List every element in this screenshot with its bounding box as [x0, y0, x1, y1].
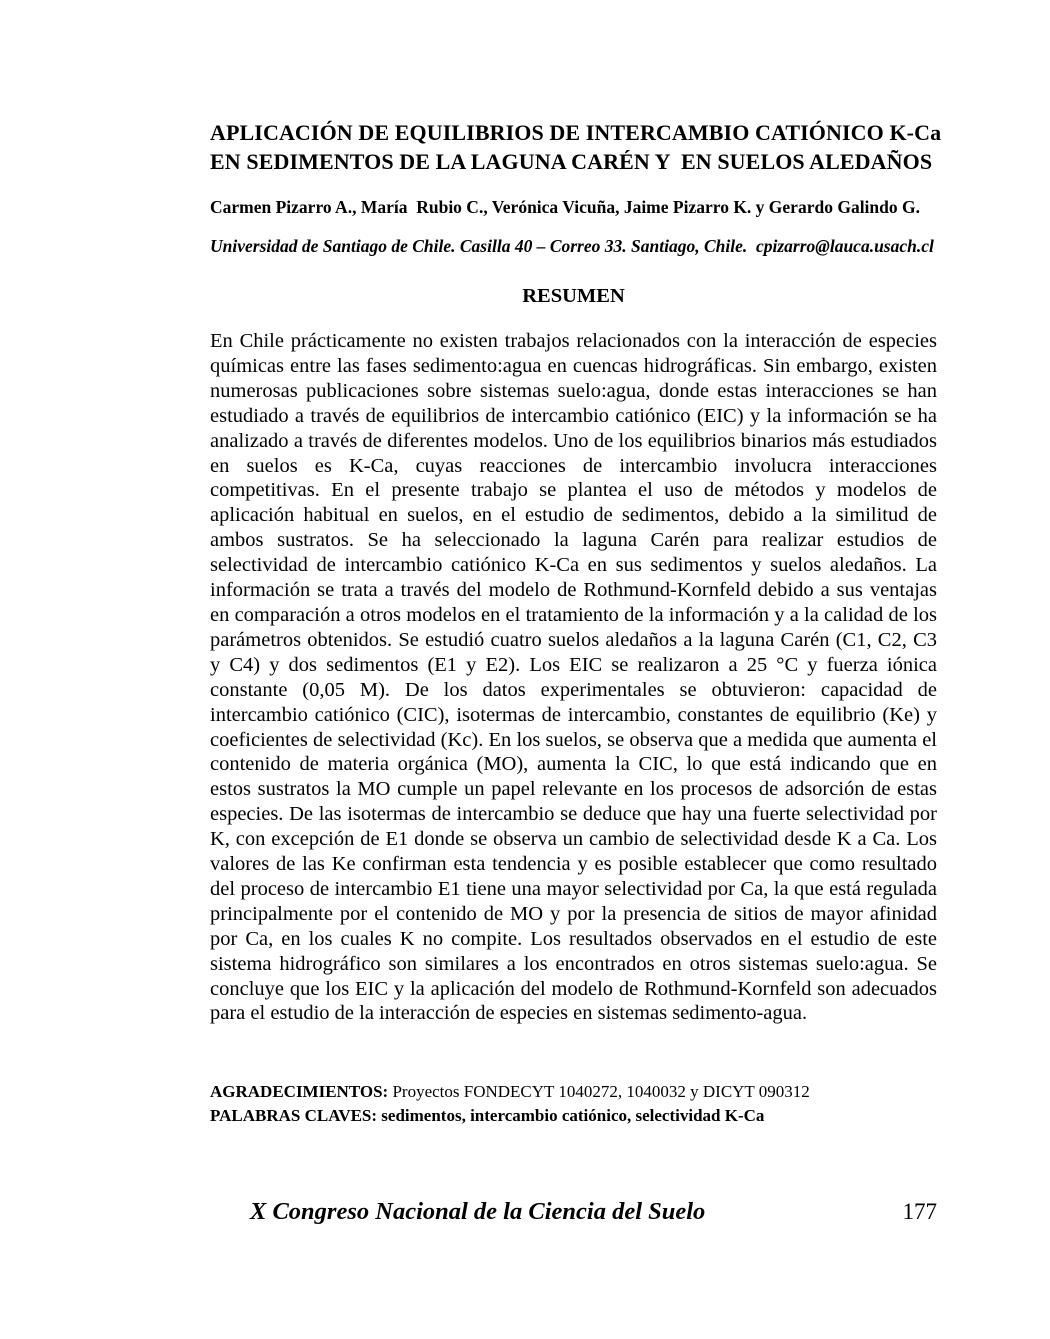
paper-title: [210, 118, 942, 176]
abstract-paragraph: En Chile prácticamente no existen trabajos relacionados con la interacción de especies químicas entre las fases sedimento:agua en cuencas hidrográficas. Sin embargo, existen numerosas publicaciones sobre sistemas suelo:agua, donde estas interacciones se han estudiado a través de equilibrios de intercambio catiónico (EIC) y la información se ha analizado a través de diferentes modelos. Uno de los equilibrios binarios más estudiados en suelos es K-Ca, cuyas reacciones de intercambio involucra interacciones competitivas. En el presente trabajo se plantea el uso de métodos y modelos de aplicación habitual en suelos, en el estudio de sedimentos, debido a la similitud de ambos sustratos. Se ha seleccionado la laguna Carén para realizar estudios de selectividad de intercambio catiónico K-Ca en sus sedimentos y suelos aledaños. La información se trata a través del modelo de Rothmund-Kornfeld debido a sus ventajas en comparación a otros modelos en el tratamiento de la información y a la calidad de los parámetros obtenidos. Se estudió cuatro suelos aledaños a la laguna Carén (C1, C2, C3 y C4) y dos sedimentos (E1 y E2). Los EIC se realizaron a 25 °C y fuerza iónica constante (0,05 M). De los datos experimentales se obtuvieron: capacidad de intercambio catiónico (CIC), isotermas de intercambio, constantes de equilibrio (Ke) y coeficientes de selectividad (Kc). En los suelos, se observa que a medida que aumenta el contenido de materia orgánica (MO), aumenta la CIC, lo que está indicando que en estos sustratos la MO cumple un papel relevante en los procesos de adsorción de estas especies. De las isotermas de intercambio se deduce que hay una fuerte selectividad por K, con excepción de E1 donde se observa un cambio de selectividad desde K a Ca. Los valores de las Ke confirman esta tendencia y es posible establecer que como resultado del proceso de intercambio E1 tiene una mayor selectividad por Ca, la que está regulada principalmente por el contenido de MO y por la presencia de sitios de mayor afinidad por Ca, en los cuales K no compite. Los resultados observados en el estudio de este sistema hidrográfico son similares a los encontrados en otros sistemas suelo:agua. Se concluye que los EIC y la aplicación del modelo de Rothmund-Kornfeld son adecuados para el estudio de la interacción de especies en sistemas sedimento-agua.: [210, 330, 937, 1025]
acknowledgements-text: Proyectos FONDECYT 1040272, 1040032 y DICYT 090312: [388, 1082, 810, 1102]
paper-title-line-2: EN SEDIMENTOS DE LA LAGUNA CARÉN Y EN SUELOS ALEDAÑOS: [210, 149, 933, 174]
authors-line: Carmen Pizarro A., María Rubio C., Verónica Vicuña, Jaime Pizarro K. y Gerardo Galindo G.: [210, 197, 920, 217]
resumen-heading: RESUMEN: [522, 285, 625, 307]
acknowledgements-keywords-block: [210, 1080, 937, 1127]
page-number: 177: [902, 1199, 937, 1224]
conference-title: X Congreso Nacional de la Ciencia del Suelo: [250, 1198, 706, 1225]
affiliation-line: Universidad de Santiago de Chile. Casilla 40 – Correo 33. Santiago, Chile. cpizarro@lauca.usach.cl: [210, 236, 934, 256]
acknowledgements-line: [210, 1080, 937, 1104]
paper-title-line-1: APLICACIÓN DE EQUILIBRIOS DE INTERCAMBIO CATIÓNICO K-Ca: [210, 120, 942, 145]
page-footer: [210, 1198, 937, 1226]
acknowledgements-label: AGRADECIMIENTOS:: [210, 1082, 389, 1102]
keywords-label: PALABRAS CLAVES:: [210, 1105, 378, 1125]
text-column: [210, 0, 942, 1127]
keywords-text: sedimentos, intercambio catiónico, selectividad K-Ca: [377, 1105, 765, 1125]
keywords-line: [210, 1104, 937, 1128]
